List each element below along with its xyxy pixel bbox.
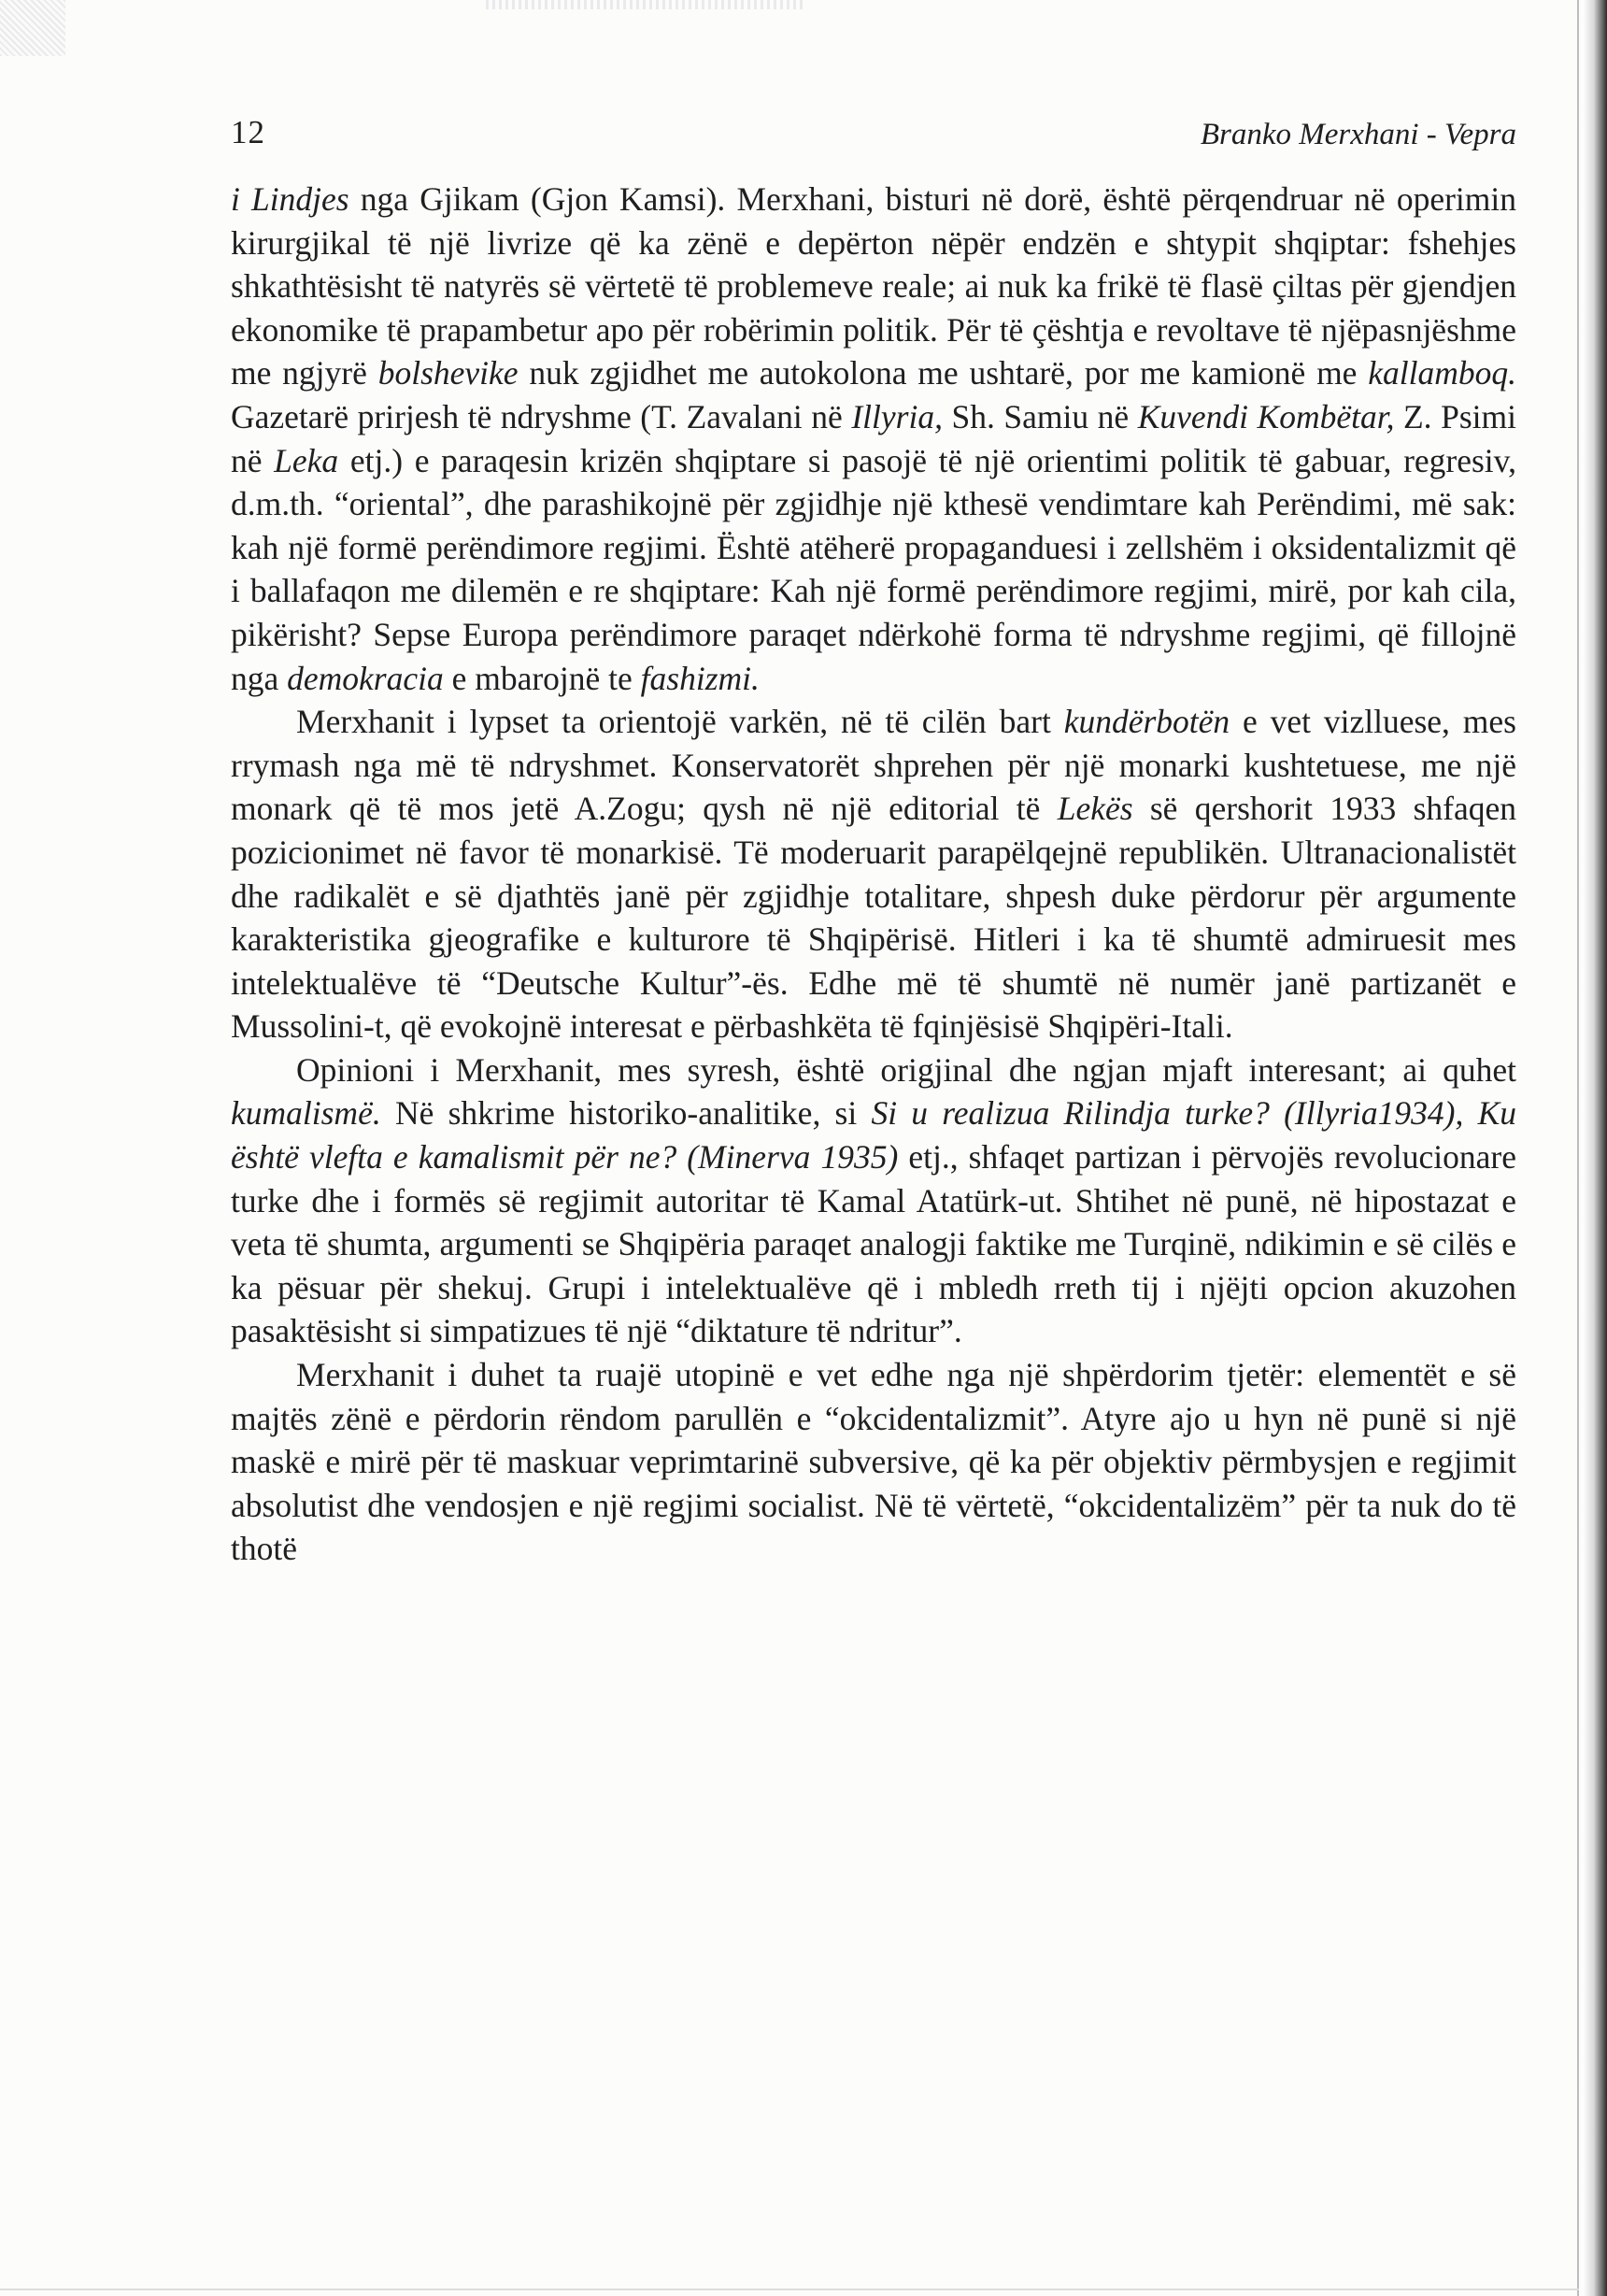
text-run: së qershorit 1933 shfaqen pozicionimet në favor të monarkisë. Të moderuarit parapëlqejnë republikën. Ultranacionalistët dhe radikalët e së djathtës janë për zgjidhje totalitare, shpesh duke përdorur për argumente karakteristika gjeografike e kulturore të Shqipërisë. Hitleri i ka të shumtë admiruesit mes intelektualëve të “Deutsche Kultur”-ës. Edhe më të shumtë në numër janë partizanët e Mussolini-t, që evokojnë interesat e përbashkëta të fqinjësisë Shqipëri-Itali. (231, 790, 1516, 1046)
text-run: Merxhanit i duhet ta ruajë utopinë e vet edhe nga një shpërdorim tjetër: elementët e së majtës zënë e përdorin rëndom parullën e “okcidentalizmit”. Atyre ajo u hyn në punë si një maskë e mirë për të maskuar veprimtarinë subversive, që ka për objektiv përmbysjen e regjimit absolutist dhe vendosjen e një regjimi socialist. Në të vërtetë, “okcidentalizëm” për ta nuk do të thotë (231, 1356, 1516, 1568)
italic-text: fashizmi. (640, 659, 760, 697)
text-run: Merxhanit i lypset ta orientojë varkën, në të cilën bart (296, 703, 1064, 741)
text-run: Opinioni i Merxhanit, mes syresh, është origjinal dhe ngjan mjaft interesant; ai quhet (296, 1050, 1516, 1089)
binding-shadow (1583, 0, 1607, 2296)
text-run: Gazetarë prirjesh të ndryshme (T. Zavalani në (231, 397, 852, 435)
text-run: etj.) e paraqesin krizën shqiptare si pasojë të një orientimi politik të gabuar, regresiv, d.m.th. “oriental”, dhe parashikojnë për zgjidhje një kthesë vendimtare kah Perëndimi, më sak: kah një formë perëndimore regjimi. Është atëherë propaganduesi i zellshëm i oksidentalizmit që i ballafaqon me dilemën e re shqiptare: Kah një formë perëndimore regjimi, mirë, por kah cila, pikërisht? Sepse Europa perëndimore paraqet ndërkohë forma të ndryshme regjimi, që fillojnë nga (231, 441, 1516, 697)
body-text (231, 178, 1516, 1571)
italic-text: Leka (274, 441, 339, 479)
paragraph (231, 1048, 1516, 1353)
page-header (231, 114, 1516, 155)
text-run: etj., shfaqet partizan i përvojës revolucionare turke dhe i formës së regjimit autoritar të Kamal Atatürk-ut. Shtihet në punë, në hipostazat e veta të shumta, argumenti se Shqipëria paraqet analogji faktike me Turqinë, ndikimin e së cilës e ka pësuar për shekuj. Grupi i intelektualëve që i mbledh rreth tij i njëjti opcion akuzohen pasaktësisht si simpatizues të një “diktature të ndritur”. (231, 1138, 1516, 1350)
scan-top-noise (486, 0, 804, 9)
scan-bottom-line (0, 2289, 1579, 2290)
text-run: Z. Psimi në (231, 397, 1516, 479)
paragraph (231, 178, 1516, 700)
italic-text: Lekës (1057, 790, 1133, 828)
text-run: e mbarojnë te (443, 659, 641, 697)
italic-text: i Lindjes (231, 180, 349, 218)
binding-line (1577, 0, 1579, 2296)
running-head: Branko Merxhani - Vepra (1200, 118, 1516, 151)
italic-text: kallamboq. (1368, 354, 1517, 392)
italic-text: Illyria, (851, 397, 943, 435)
italic-text: Si u realizua Rilindja turke? (Illyria1934), Ku është vlefta e kamalismit për ne? (Minerva 1935) (231, 1094, 1516, 1177)
italic-text: demokracia (287, 659, 444, 697)
paragraph (231, 1353, 1516, 1571)
scan-corner-noise (0, 0, 65, 56)
italic-text: Kuvendi Kombëtar, (1137, 397, 1395, 435)
text-run: nga Gjikam (Gjon Kamsi). Merxhani, bisturi në dorë, është përqendruar në operimin kirurgjikal të një livrize që ka zënë e depërton nëpër endzën e shtypit shqiptar: fshehjes shkathtësisht të natyrës së vërtetë të problemeve reale; ai nuk ka frikë të flasë çiltas për gjendjen ekonomike të prapambetur apo për robërimin politik. Për të çështja e revoltave të njëpasnjëshme me ngjyrë (231, 180, 1517, 392)
text-run: e vet vizlluese, mes rrymash nga më të ndryshmet. Konservatorët shprehen për një monarki kushtetuese, me një monark që të mos jetë A.Zogu; qysh në një editorial të (231, 703, 1516, 828)
italic-text: bolshevike (377, 354, 519, 392)
text-run: nuk zgjidhet me autokolona me ushtarë, por me kamionë me (518, 354, 1369, 392)
italic-text: kumalismë. (231, 1094, 381, 1133)
paragraph (231, 700, 1516, 1048)
italic-text: kundërbotën (1063, 703, 1230, 741)
text-run: Sh. Samiu në (942, 397, 1138, 435)
page-number: 12 (231, 114, 265, 150)
text-run: Në shkrime historiko-analitike, si (380, 1094, 872, 1133)
